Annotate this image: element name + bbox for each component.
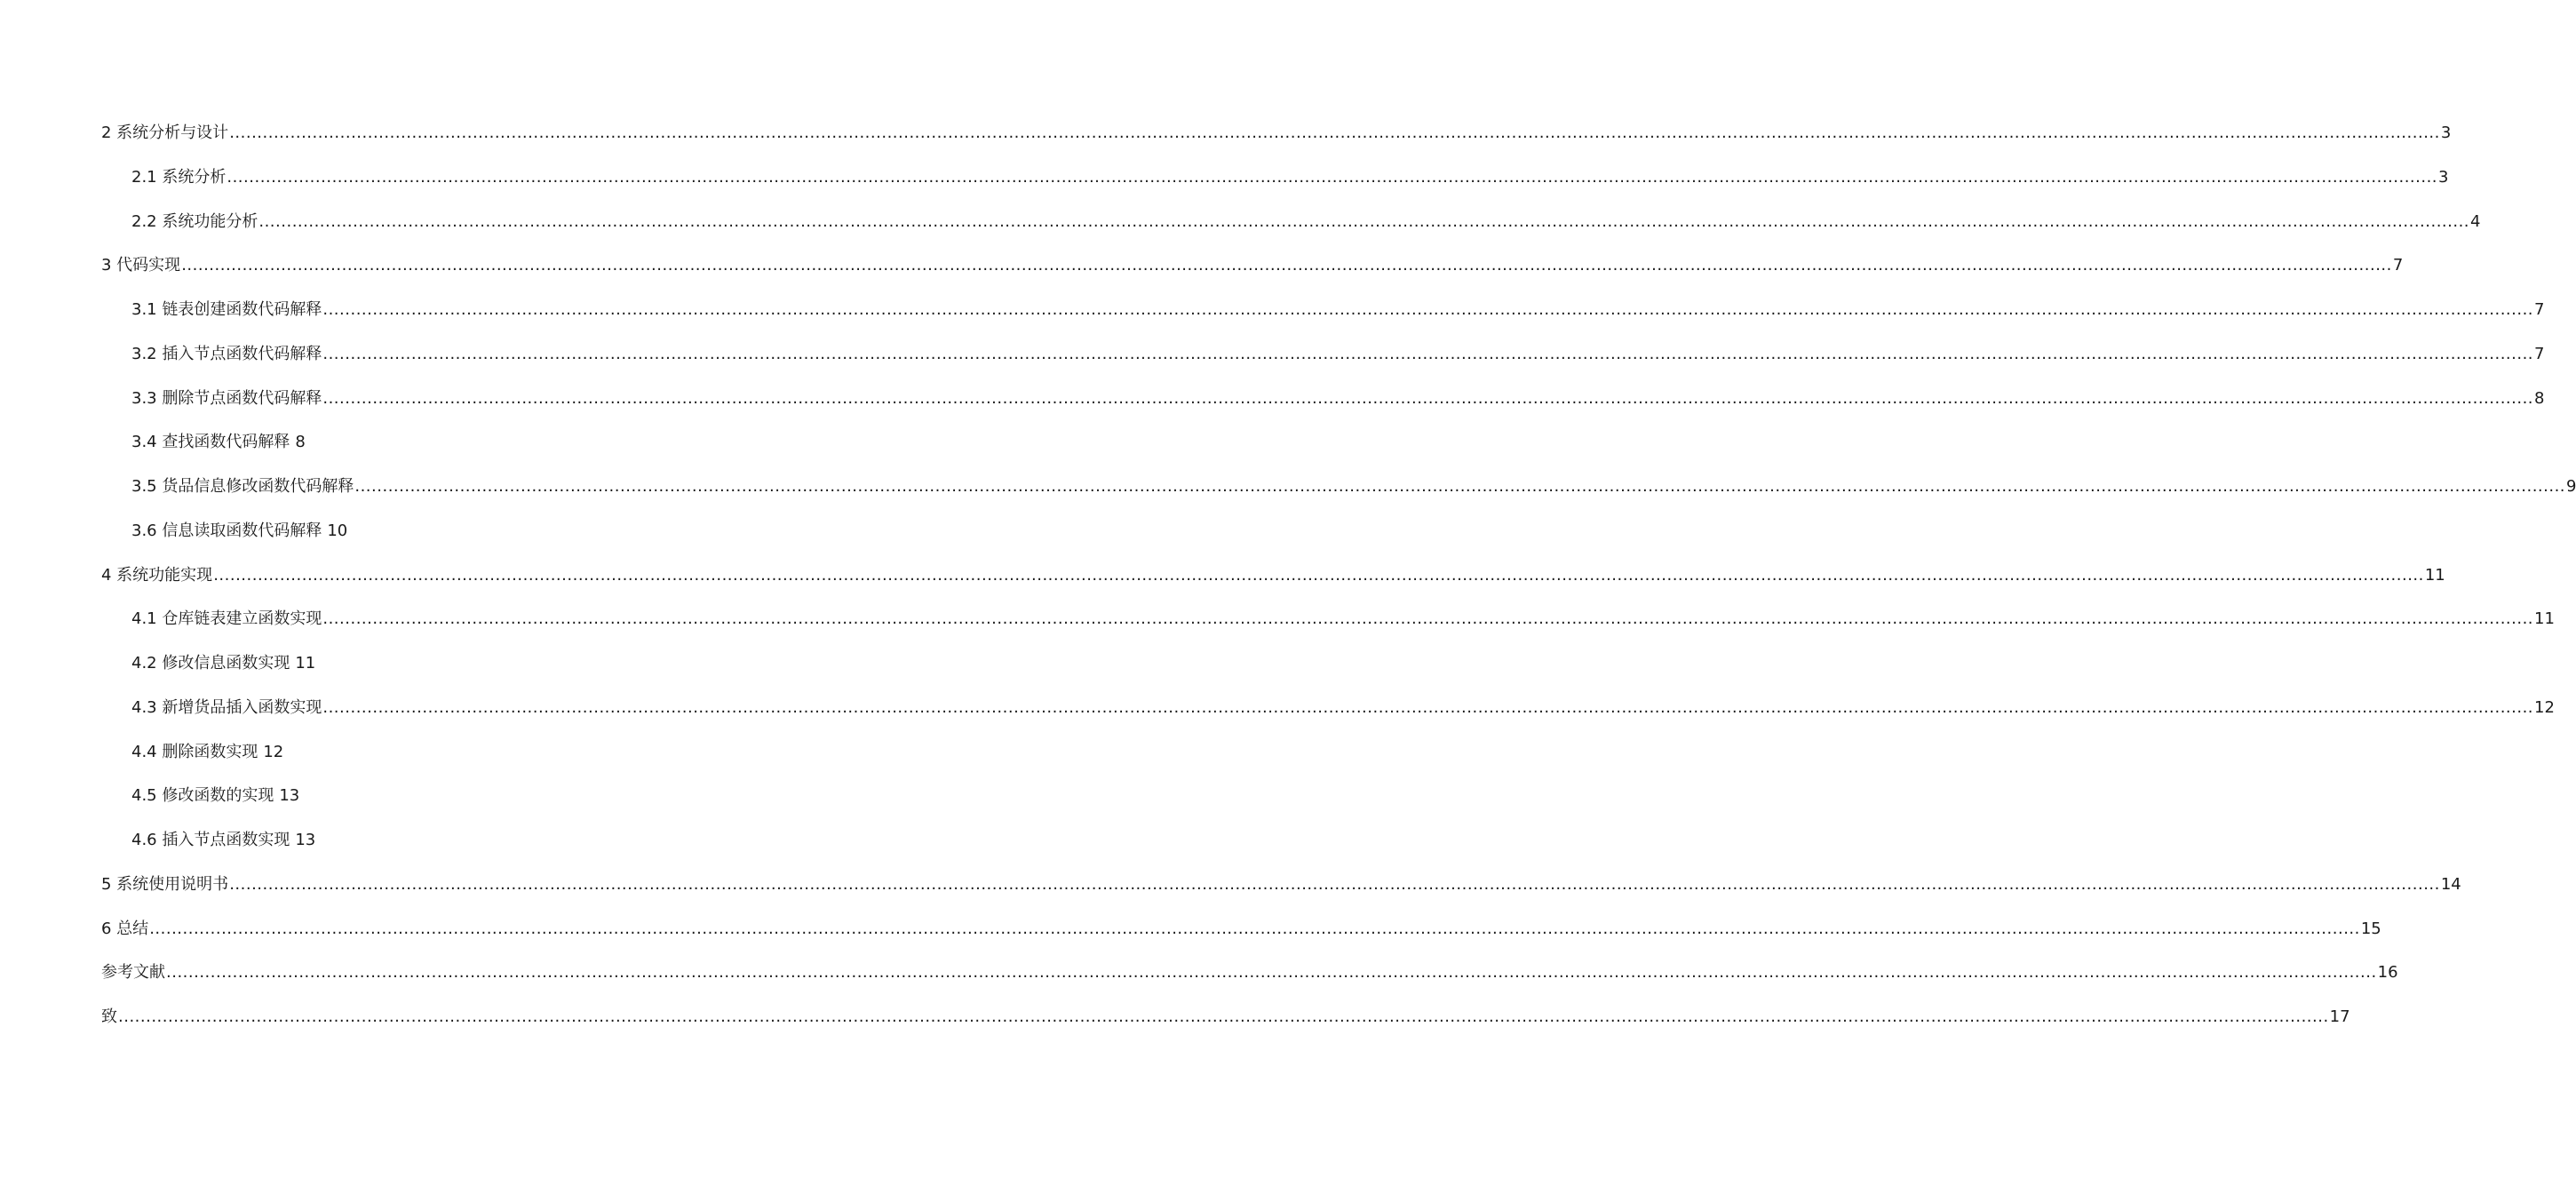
toc-dot-leader: ................................................................................................................................................................................................................................................................................................................................................................................................................ — [213, 565, 2424, 585]
toc-entry-title: 3.5 货品信息修改函数代码解释 — [131, 477, 354, 496]
toc-entry-title: 4 系统功能实现 — [101, 565, 213, 585]
toc-entry[interactable] — [101, 255, 2404, 299]
toc-dot-leader: ................................................................................................................................................................................................................................................................................................................................................................................................................ — [322, 697, 2534, 717]
toc-dot-leader: ................................................................................................................................................................................................................................................................................................................................................................................................................ — [118, 1007, 2329, 1026]
toc-entry[interactable] — [101, 874, 2461, 919]
table-of-contents — [101, 123, 2576, 1051]
toc-entry[interactable] — [101, 565, 2445, 609]
toc-entry-title: 3.2 插入节点函数代码解释 — [131, 344, 322, 363]
toc-entry[interactable] — [101, 1007, 2350, 1051]
toc-entry-title: 4.1 仓库链表建立函数实现 — [131, 609, 322, 629]
toc-entry-page-number: 4 — [2470, 211, 2481, 231]
toc-entry-page-number: 16 — [2377, 963, 2398, 983]
toc-entry-title: 3.4 查找函数代码解释 — [131, 433, 290, 452]
toc-entry[interactable] — [101, 521, 743, 565]
toc-entry-page-number: 9 — [2566, 477, 2576, 496]
toc-entry[interactable] — [101, 697, 2555, 742]
toc-entry-page-number: 8 — [2534, 388, 2545, 408]
toc-entry-page-number: 11 — [295, 654, 316, 673]
toc-entry-page-number: 7 — [2392, 256, 2404, 275]
toc-entry-title: 3 代码实现 — [101, 256, 181, 275]
toc-entry[interactable] — [101, 476, 2576, 521]
toc-entry-title: 6 总结 — [101, 919, 149, 938]
toc-entry[interactable] — [101, 830, 743, 874]
toc-entry-page-number: 15 — [2360, 919, 2381, 938]
toc-dot-leader: ................................................................................................................................................................................................................................................................................................................................................................................................................ — [322, 388, 2534, 408]
toc-entry-title: 2.1 系统分析 — [131, 167, 227, 187]
toc-entry-page-number: 10 — [327, 521, 348, 540]
toc-entry[interactable] — [101, 919, 2381, 963]
toc-entry-page-number: 3 — [2440, 123, 2452, 142]
toc-entry-title: 4.3 新增货品插入函数实现 — [131, 697, 322, 717]
toc-entry-title: 3.3 删除节点函数代码解释 — [131, 388, 322, 408]
toc-dot-leader: ................................................................................................................................................................................................................................................................................................................................................................................................................ — [354, 477, 2566, 496]
toc-entry-title: 4.5 修改函数的实现 — [131, 786, 274, 806]
toc-entry-title: 致 — [101, 1007, 117, 1026]
toc-entry-title: 参考文献 — [101, 963, 165, 983]
toc-entry-page-number: 17 — [2329, 1007, 2350, 1026]
toc-entry[interactable] — [101, 785, 743, 830]
toc-entry[interactable] — [101, 167, 2449, 211]
toc-entry[interactable] — [101, 432, 743, 476]
toc-entry-title: 3.1 链表创建函数代码解释 — [131, 300, 322, 319]
toc-dot-leader: ................................................................................................................................................................................................................................................................................................................................................................................................................ — [258, 211, 2470, 231]
toc-entry-page-number: 13 — [279, 786, 300, 806]
toc-entry-page-number: 12 — [2534, 697, 2555, 717]
toc-entry[interactable] — [101, 388, 2545, 433]
toc-dot-leader: ................................................................................................................................................................................................................................................................................................................................................................................................................ — [149, 919, 2360, 938]
toc-entry[interactable] — [101, 299, 2545, 344]
toc-dot-leader: ................................................................................................................................................................................................................................................................................................................................................................................................................ — [229, 874, 2440, 894]
toc-entry-page-number: 11 — [2534, 609, 2555, 629]
toc-dot-leader: ................................................................................................................................................................................................................................................................................................................................................................................................................ — [227, 167, 2438, 187]
toc-entry[interactable] — [101, 742, 743, 786]
toc-entry-title: 4.6 插入节点函数实现 — [131, 831, 290, 849]
toc-entry-page-number: 3 — [2438, 167, 2449, 187]
toc-entry-page-number: 11 — [2424, 565, 2445, 585]
toc-entry-page-number: 13 — [295, 831, 316, 849]
toc-dot-leader: ................................................................................................................................................................................................................................................................................................................................................................................................................ — [322, 344, 2534, 363]
toc-entry-title: 2.2 系统功能分析 — [131, 211, 258, 231]
toc-entry-page-number: 7 — [2534, 344, 2545, 363]
toc-entry-title: 4.4 删除函数实现 — [131, 742, 258, 761]
toc-entry-page-number: 12 — [263, 742, 284, 761]
toc-dot-leader: ................................................................................................................................................................................................................................................................................................................................................................................................................ — [181, 256, 2392, 275]
toc-dot-leader: ................................................................................................................................................................................................................................................................................................................................................................................................................ — [229, 123, 2440, 142]
toc-entry-page-number: 7 — [2534, 300, 2545, 319]
toc-dot-leader: ................................................................................................................................................................................................................................................................................................................................................................................................................ — [322, 300, 2534, 319]
toc-entry[interactable] — [101, 211, 2481, 256]
toc-entry[interactable] — [101, 962, 2398, 1007]
toc-entry-title: 4.2 修改信息函数实现 — [131, 654, 290, 673]
toc-entry-page-number: 8 — [295, 433, 306, 452]
toc-dot-leader: ................................................................................................................................................................................................................................................................................................................................................................................................................ — [166, 963, 2377, 983]
toc-entry-title: 2 系统分析与设计 — [101, 123, 229, 142]
toc-entry[interactable] — [101, 123, 2452, 167]
toc-dot-leader: ................................................................................................................................................................................................................................................................................................................................................................................................................ — [322, 609, 2534, 629]
toc-entry[interactable] — [101, 653, 743, 697]
toc-entry[interactable] — [101, 344, 2545, 388]
toc-entry-page-number: 14 — [2440, 874, 2461, 894]
toc-entry[interactable] — [101, 609, 2555, 653]
toc-entry-title: 5 系统使用说明书 — [101, 874, 229, 894]
toc-entry-title: 3.6 信息读取函数代码解释 — [131, 521, 322, 540]
